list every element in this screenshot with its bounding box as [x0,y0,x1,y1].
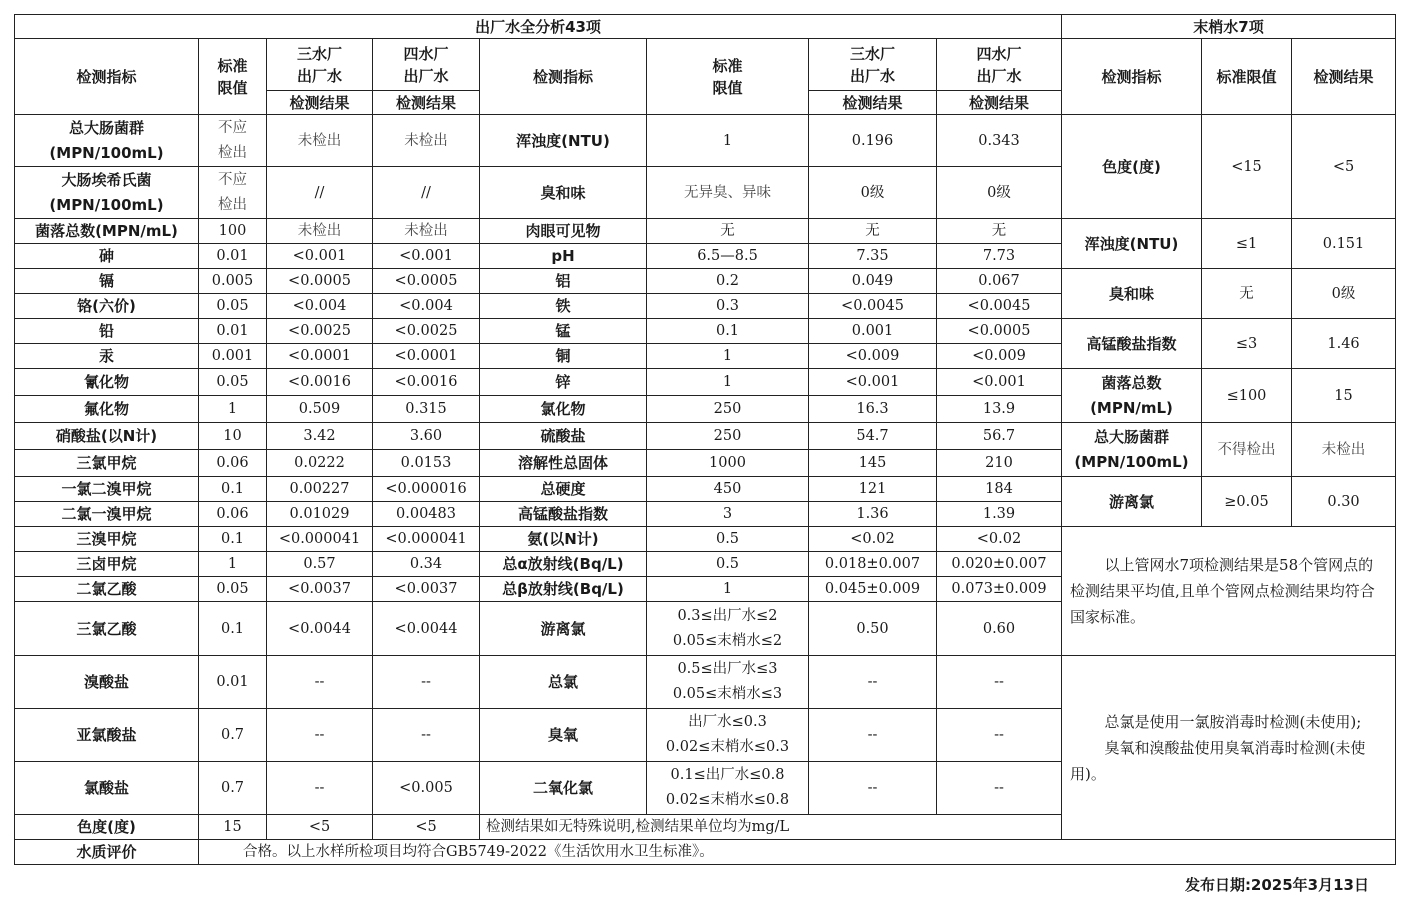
left-sanshui-result: <0.0005 [267,269,373,294]
left-indicator-line2: (MPN/100mL) [49,195,164,214]
mid-indicator: 总硬度 [480,477,647,502]
mid-indicator: 溶解性总固体 [480,450,647,477]
left-sanshui-result: 0.509 [267,396,373,423]
mid-limit: 450 [647,477,809,502]
left-sanshui-result: <0.0001 [267,344,373,369]
left-sanshui-result: <0.0016 [267,369,373,396]
left-sishui-result: 0.315 [373,396,480,423]
left-limit: 100 [199,219,267,244]
end-limit: ≤3 [1202,319,1292,369]
end-limit: ≤1 [1202,219,1292,269]
left-limit: 0.7 [199,709,267,762]
title-main: 出厂水全分析43项 [15,15,1062,39]
mid-sishui-result: 184 [937,477,1062,502]
left-sishui-result: 0.00483 [373,502,480,527]
left-limit [199,167,267,219]
end-result: 15 [1292,369,1396,423]
left-sishui-result: <5 [373,815,480,840]
mid-sanshui-result: 16.3 [809,396,937,423]
mid-sishui-result: 0.067 [937,269,1062,294]
mid-sanshui-result: <0.009 [809,344,937,369]
mid-sishui-result: <0.02 [937,527,1062,552]
left-indicator: 氰化物 [15,369,199,396]
mid-sanshui-result: 0.50 [809,602,937,656]
left-sishui-result: <0.005 [373,762,480,815]
left-limit [199,115,267,167]
header-sishui-line1: 四水厂 [403,44,449,63]
note-network [1062,527,1396,656]
evaluation-label: 水质评价 [15,840,199,865]
left-indicator: 三氯甲烷 [15,450,199,477]
left-limit-line1: 不应 [218,119,247,136]
left-sanshui-result: 0.0222 [267,450,373,477]
end-indicator [1062,369,1202,423]
end-indicator-line1: 菌落总数 [1101,373,1162,392]
end-indicator: 臭和味 [1062,269,1202,319]
left-sanshui-result: <0.000041 [267,527,373,552]
mid-indicator: 铜 [480,344,647,369]
left-limit: 0.1 [199,477,267,502]
left-sanshui-result: // [267,167,373,219]
end-indicator: 游离氯 [1062,477,1202,527]
mid-sishui-result: 0级 [937,167,1062,219]
left-sishui-result: <0.004 [373,294,480,319]
left-limit: 0.01 [199,244,267,269]
left-limit-line1: 不应 [218,171,247,188]
left-limit: 15 [199,815,267,840]
mid-limit: 0.3 [647,294,809,319]
mid-indicator: 肉眼可见物 [480,219,647,244]
mid-sanshui-result: -- [809,709,937,762]
header-limit-2-line2: 限值 [712,78,743,97]
mid-indicator: 铝 [480,269,647,294]
title-end: 末梢水7项 [1062,15,1396,39]
left-sanshui-result: -- [267,762,373,815]
header-limit-2 [647,39,809,115]
header-sishui-2 [937,39,1062,91]
mid-indicator: 氯化物 [480,396,647,423]
mid-limit [647,656,809,709]
header-sishui-2-line2: 出厂水 [976,66,1022,85]
left-sishui-result: -- [373,709,480,762]
left-indicator: 一氯二溴甲烷 [15,477,199,502]
mid-sanshui-result: 无 [809,219,937,244]
left-sanshui-result: 未检出 [267,115,373,167]
mid-limit: 无 [647,219,809,244]
left-sishui-result: -- [373,656,480,709]
mid-indicator: 硫酸盐 [480,423,647,450]
end-indicator: 浑浊度(NTU) [1062,219,1202,269]
mid-sishui-result: -- [937,762,1062,815]
mid-sishui-result: 0.343 [937,115,1062,167]
left-indicator: 亚氯酸盐 [15,709,199,762]
left-indicator: 氯酸盐 [15,762,199,815]
left-sanshui-result: 3.42 [267,423,373,450]
mid-limit: 0.1 [647,319,809,344]
mid-indicator: 总β放射线(Bq/L) [480,577,647,602]
mid-indicator: 臭氧 [480,709,647,762]
left-sishui-result: <0.001 [373,244,480,269]
mid-indicator: 氨(以N计) [480,527,647,552]
mid-indicator: 臭和味 [480,167,647,219]
mid-sishui-result: 7.73 [937,244,1062,269]
left-sishui-result: 未检出 [373,219,480,244]
header-sishui [373,39,480,91]
header-result-sanshui-2: 检测结果 [809,91,937,115]
end-result: 未检出 [1292,423,1396,477]
end-result: <5 [1292,115,1396,219]
mid-sanshui-result: 0.049 [809,269,937,294]
mid-sanshui-result: 54.7 [809,423,937,450]
note-disinfect-para-1: 臭氧和溴酸盐使用臭氧消毒时检测(未使用)。 [1070,738,1366,783]
mid-sanshui-result: 0级 [809,167,937,219]
mid-limit: 0.5 [647,552,809,577]
left-sishui-result: <0.0001 [373,344,480,369]
end-limit: ≥0.05 [1202,477,1292,527]
left-limit: 0.06 [199,502,267,527]
left-sishui-result: 3.60 [373,423,480,450]
header-sishui-line2: 出厂水 [403,66,449,85]
mid-limit-line1: 0.5≤出厂水≤3 [677,661,778,677]
mid-limit [647,762,809,815]
mid-sanshui-result: <0.02 [809,527,937,552]
left-indicator: 三卤甲烷 [15,552,199,577]
end-result: 0.151 [1292,219,1396,269]
left-indicator: 镉 [15,269,199,294]
mid-indicator: 总α放射线(Bq/L) [480,552,647,577]
header-indicator: 检测指标 [15,39,199,115]
header-limit-line1: 标准 [217,56,248,75]
mid-sanshui-result: 145 [809,450,937,477]
mid-limit: 250 [647,423,809,450]
note-network-para-0: 以上管网水7项检测结果是58个管网点的检测结果平均值,且单个管网点检测结果均符合国家标准。 [1070,556,1375,626]
left-limit: 0.01 [199,319,267,344]
header-indicator-end: 检测指标 [1062,39,1202,115]
mid-sishui-result: <0.0045 [937,294,1062,319]
header-sishui-2-line1: 四水厂 [976,44,1022,63]
left-indicator: 三溴甲烷 [15,527,199,552]
end-indicator: 色度(度) [1062,115,1202,219]
left-sishui-result: <0.0025 [373,319,480,344]
mid-sishui-result: -- [937,709,1062,762]
left-sanshui-result: 0.57 [267,552,373,577]
left-sishui-result: 未检出 [373,115,480,167]
mid-limit: 1 [647,369,809,396]
end-result: 1.46 [1292,319,1396,369]
evaluation-text: 合格。以上水样所检项目均符合GB5749-2022《生活饮用水卫生标准》。 [199,840,1396,865]
left-limit: 1 [199,552,267,577]
left-indicator: 溴酸盐 [15,656,199,709]
left-sishui-result: // [373,167,480,219]
mid-sanshui-result: 0.001 [809,319,937,344]
left-limit: 0.1 [199,527,267,552]
mid-sishui-result: 56.7 [937,423,1062,450]
water-quality-table [14,14,1396,865]
end-indicator-line2: (MPN/100mL) [1074,452,1189,471]
left-indicator-line2: (MPN/100mL) [49,143,164,162]
left-indicator: 色度(度) [15,815,199,840]
header-result-sanshui: 检测结果 [267,91,373,115]
mid-sanshui-result: -- [809,656,937,709]
left-sanshui-result: <0.004 [267,294,373,319]
left-sishui-result: <0.0037 [373,577,480,602]
end-indicator-line2: (MPN/mL) [1090,398,1173,417]
left-limit: 0.001 [199,344,267,369]
left-limit: 0.05 [199,294,267,319]
mid-indicator: 锌 [480,369,647,396]
mid-limit: 6.5—8.5 [647,244,809,269]
mid-sanshui-result: 1.36 [809,502,937,527]
left-limit: 0.06 [199,450,267,477]
mid-limit [647,602,809,656]
end-limit: 不得检出 [1202,423,1292,477]
mid-limit-line2: 0.02≤末梢水≤0.8 [665,792,790,808]
mid-limit-line2: 0.02≤末梢水≤0.3 [665,739,790,755]
left-sishui-result: 0.34 [373,552,480,577]
left-sishui-result: <0.0044 [373,602,480,656]
left-indicator: 砷 [15,244,199,269]
mid-limit-line1: 出厂水≤0.3 [688,714,767,730]
mid-limit-line1: 0.1≤出厂水≤0.8 [670,767,785,783]
mid-indicator: 游离氯 [480,602,647,656]
mid-sanshui-result: <0.0045 [809,294,937,319]
left-sishui-result: <0.000016 [373,477,480,502]
end-indicator-line1: 总大肠菌群 [1093,427,1169,446]
left-sishui-result: <0.000041 [373,527,480,552]
left-limit: 0.1 [199,602,267,656]
left-sanshui-result: -- [267,709,373,762]
mid-indicator: 二氧化氯 [480,762,647,815]
left-limit: 10 [199,423,267,450]
left-sishui-result: <0.0005 [373,269,480,294]
left-sanshui-result: <0.0037 [267,577,373,602]
left-limit: 0.01 [199,656,267,709]
left-limit-line2: 检出 [218,196,247,213]
left-indicator: 铬(六价) [15,294,199,319]
end-indicator [1062,423,1202,477]
left-limit: 0.05 [199,577,267,602]
mid-limit: 1 [647,115,809,167]
header-result-sishui: 检测结果 [373,91,480,115]
left-sanshui-result: <5 [267,815,373,840]
left-indicator: 二氯一溴甲烷 [15,502,199,527]
left-indicator [15,167,199,219]
mid-sishui-result: 13.9 [937,396,1062,423]
left-indicator: 铅 [15,319,199,344]
left-sanshui-result: 0.00227 [267,477,373,502]
mid-sanshui-result: 121 [809,477,937,502]
mid-limit: 0.2 [647,269,809,294]
left-indicator-line1: 总大肠菌群 [68,118,144,137]
mid-indicator: 高锰酸盐指数 [480,502,647,527]
mid-sishui-result: <0.009 [937,344,1062,369]
left-indicator: 氟化物 [15,396,199,423]
mid-sishui-result: -- [937,656,1062,709]
left-indicator: 硝酸盐(以N计) [15,423,199,450]
mid-sanshui-result: <0.001 [809,369,937,396]
mid-sishui-result: 1.39 [937,502,1062,527]
mid-sishui-result: <0.001 [937,369,1062,396]
header-sanshui-2-line2: 出厂水 [849,66,895,85]
mid-sishui-result: <0.0005 [937,319,1062,344]
left-indicator: 二氯乙酸 [15,577,199,602]
left-limit: 0.7 [199,762,267,815]
mid-limit-line1: 0.3≤出厂水≤2 [677,607,778,624]
mid-sishui-result: 0.073±0.009 [937,577,1062,602]
mid-limit-line2: 0.05≤末梢水≤2 [672,632,783,649]
header-sanshui-2-line1: 三水厂 [849,44,895,63]
left-sanshui-result: -- [267,656,373,709]
header-limit [199,39,267,115]
end-result: 0级 [1292,269,1396,319]
header-sanshui-2 [809,39,937,91]
mid-indicator: 铁 [480,294,647,319]
header-limit-end: 标准限值 [1202,39,1292,115]
mid-sishui-result: 0.020±0.007 [937,552,1062,577]
left-limit: 0.005 [199,269,267,294]
end-limit: 无 [1202,269,1292,319]
left-indicator-line1: 大肠埃希氏菌 [61,170,152,189]
publish-date: 发布日期:2025年3月13日 [1184,876,1369,894]
mid-sanshui-result: -- [809,762,937,815]
left-sishui-result: 0.0153 [373,450,480,477]
header-sanshui-line1: 三水厂 [296,44,342,63]
mid-sanshui-result: 0.045±0.009 [809,577,937,602]
note-disinfect [1062,656,1396,840]
mid-sanshui-result: 7.35 [809,244,937,269]
mid-limit: 3 [647,502,809,527]
note-disinfect-para-0: 总氯是使用一氯胺消毒时检测(未使用); [1104,712,1362,731]
left-limit: 1 [199,396,267,423]
left-indicator: 汞 [15,344,199,369]
left-indicator: 菌落总数(MPN/mL) [15,219,199,244]
header-sanshui [267,39,373,91]
mid-sishui-result: 210 [937,450,1062,477]
mid-limit: 250 [647,396,809,423]
mid-limit: 1 [647,344,809,369]
left-sishui-result: <0.0016 [373,369,480,396]
left-limit: 0.05 [199,369,267,396]
end-result: 0.30 [1292,477,1396,527]
mid-limit [647,709,809,762]
header-limit-2-line1: 标准 [712,56,743,75]
mid-limit-line2: 0.05≤末梢水≤3 [672,686,783,702]
mid-indicator: 总氯 [480,656,647,709]
mid-sishui-result: 0.60 [937,602,1062,656]
end-indicator: 高锰酸盐指数 [1062,319,1202,369]
left-sanshui-result: <0.0044 [267,602,373,656]
mid-indicator: 锰 [480,319,647,344]
mid-limit: 1000 [647,450,809,477]
mid-sishui-result: 无 [937,219,1062,244]
unit-note: 检测结果如无特殊说明,检测结果单位均为mg/L [480,815,1062,840]
left-limit-line2: 检出 [218,144,247,161]
left-sanshui-result: <0.0025 [267,319,373,344]
mid-indicator: pH [480,244,647,269]
left-indicator [15,115,199,167]
mid-limit: 1 [647,577,809,602]
header-result-sishui-2: 检测结果 [937,91,1062,115]
left-indicator: 三氯乙酸 [15,602,199,656]
header-limit-line2: 限值 [217,78,248,97]
header-indicator-2: 检测指标 [480,39,647,115]
header-sanshui-line2: 出厂水 [296,66,342,85]
left-sanshui-result: 0.01029 [267,502,373,527]
mid-limit: 0.5 [647,527,809,552]
end-limit: ≤100 [1202,369,1292,423]
mid-limit: 无异臭、异味 [647,167,809,219]
left-sanshui-result: <0.001 [267,244,373,269]
left-sanshui-result: 未检出 [267,219,373,244]
header-result-end: 检测结果 [1292,39,1396,115]
end-limit: <15 [1202,115,1292,219]
mid-sanshui-result: 0.018±0.007 [809,552,937,577]
mid-sanshui-result: 0.196 [809,115,937,167]
mid-indicator: 浑浊度(NTU) [480,115,647,167]
